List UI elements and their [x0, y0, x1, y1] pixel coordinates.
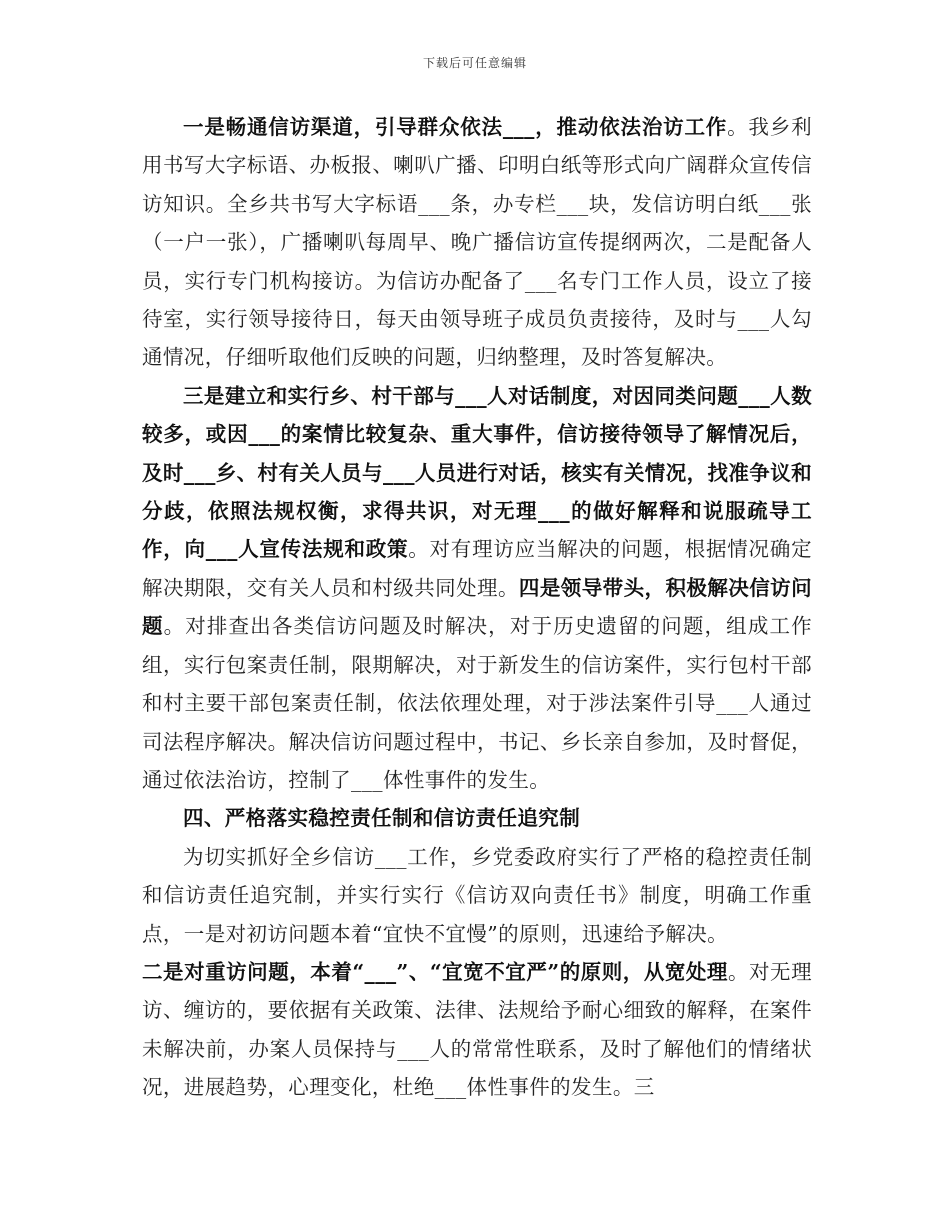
paragraph-2	[142, 377, 812, 799]
bold-heading-run: 二是对重访问题，本着“___”、“宜宽不宜严”的原则，从宽处理	[142, 959, 728, 984]
paragraph-4	[142, 953, 812, 1107]
bold-heading-run: 三是建立和实行乡、村干部与___人对话制度，对因同类问题___人数较多，或因___的案情比较复杂、重大事件，信访接待领导了解情况后，及时___乡、村有关人员与___人员进行对话，核实有关情况，找准争议和分歧，依照法规权衡，求得共识，对无理___的做好解释和说服疏导工作，向___人宣传法规和政策	[142, 383, 812, 562]
page-header: 下载后可任意编辑	[422, 56, 527, 70]
body-text-run: 为切实抓好全乡信访___工作，乡党委政府实行了严格的稳控责任制和信访责任追究制，并实行实行《信访双向责任书》制度，明确工作重点，一是对初访问题本着“宜快不宜慢”的原则，迅速给予解决。	[142, 844, 812, 946]
paragraph-1	[142, 108, 812, 377]
body-text-run: 。对无理访、缠访的，要依据有关政策、法律、法规给予耐心细致的解释，在案件未解决前，办案人员保持与___人的常常性联系，及时了解他们的情绪状况，进展趋势，心理变化，杜绝___体性事件的发生。三	[142, 959, 812, 1100]
body-text-run: 。对有理访应当解决的问题，根据情况确定解决期限，交有关人员和村级共同处理。	[142, 537, 812, 600]
body-text-run: 。我乡利用书写大字标语、办板报、喇叭广播、印明白纸等形式向广阔群众宣传信访知识。全乡共书写大字标语___条，办专栏___块，发信访明白纸___张（一户一张），广播喇叭每周早、晚广播信访宣传提纲两次，二是配备人员，实行专门机构接访。为信访办配备了___名专门工作人员，设立了接待室，实行领导接待日，每天由领导班子成员负责接待，及时与___人勾通情况，仔细听取他们反映的问题，归纳整理，及时答复解决。	[142, 115, 812, 370]
body-text-run: 。对排查出各类信访问题及时解决，对于历史遗留的问题，组成工作组，实行包案责任制，限期解决，对于新发生的信访案件，实行包村干部和村主要干部包案责任制，依法依理处理，对于涉法案件引导___人通过司法程序解决。解决信访问题过程中，书记、乡长亲自参加，及时督促，通过依法治访，控制了___体性事件的发生。	[142, 614, 812, 792]
paragraph-3	[142, 838, 812, 953]
bold-heading-run: 四是领导带头，积极解决信访问题	[142, 575, 812, 639]
section-heading-text: 四、严格落实稳控责任制和信访责任追究制	[183, 806, 581, 831]
section-heading	[142, 799, 812, 837]
bold-heading-run: 一是畅通信访渠道，引导群众依法___，推动依法治访工作	[183, 115, 728, 139]
document-body	[142, 108, 812, 1107]
